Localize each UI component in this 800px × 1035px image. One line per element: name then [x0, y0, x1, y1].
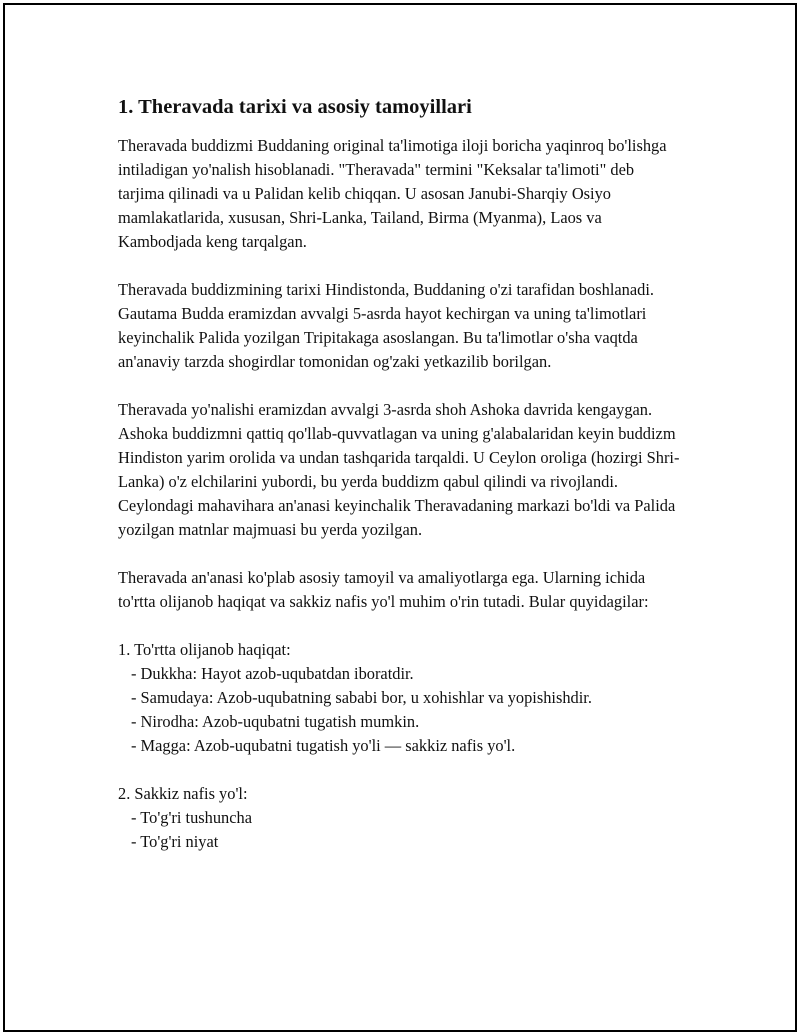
list-title: 2. Sakkiz nafis yo'l:	[118, 784, 248, 803]
list-item: - To'g'ri niyat	[131, 832, 219, 851]
list-item: - Samudaya: Azob-uqubatning sababi bor, u xohishlar va yopishishdir.	[131, 688, 592, 707]
four-noble-truths-list	[118, 638, 684, 758]
paragraph-principles: Theravada an'anasi ko'plab asosiy tamoyil va amaliyotlarga ega. Ularning ichida to'rtta olijanob haqiqat va sakkiz nafis yo'l muhim o'rin tutadi. Bular quyidagilar:	[118, 568, 649, 611]
document-body	[118, 94, 684, 878]
paragraph-intro: Theravada buddizmi Buddaning original ta'limotiga iloji boricha yaqinroq bo'lishga intiladigan yo'nalish hisoblanadi. "Theravada" termini "Keksalar ta'limoti" deb tarjima qilinadi va u Palidan kelib chiqqan. U asosan Janubi-Sharqiy Osiyo mamlakatlarida, xususan, Shri-Lanka, Tailand, Birma (Myanma), Laos va Kambodjada keng tarqalgan.	[118, 136, 667, 251]
list-item: - To'g'ri tushuncha	[131, 808, 252, 827]
section-heading: 1. Theravada tarixi va asosiy tamoyillari	[118, 96, 472, 118]
paragraph-history: Theravada buddizmining tarixi Hindistonda, Buddaning o'zi tarafidan boshlanadi. Gautama Budda eramizdan avvalgi 5-asrda hayot kechirgan va uning ta'limotlari keyinchalik Palida yozilgan Tripitakaga asoslangan. Bu ta'limotlar o'sha vaqtda an'anaviy tarzda shogirdlar tomonidan og'zaki yetkazilib borilgan.	[118, 280, 654, 371]
paragraph-expansion: Theravada yo'nalishi eramizdan avvalgi 3-asrda shoh Ashoka davrida kengaygan. Ashoka buddizmni qattiq qo'llab-quvvatlagan va uning g'alabalaridan keyin buddizm Hindiston yarim orolida va undan tashqarida tarqaldi. U Ceylon oroliga (hozirgi Shri-Lanka) o'z elchilarini yubordi, bu yerda buddizm qabul qilindi va rivojlandi. Ceylondagi mahavihara an'anasi keyinchalik Theravadaning markazi bo'ldi va Palida yozilgan matnlar majmuasi bu yerda yozilgan.	[118, 400, 680, 539]
list-title: 1. To'rtta olijanob haqiqat:	[118, 640, 291, 659]
eightfold-path-list	[118, 782, 684, 854]
list-item: - Nirodha: Azob-uqubatni tugatish mumkin.	[131, 712, 420, 731]
list-item: - Dukkha: Hayot azob-uqubatdan iboratdir.	[131, 664, 414, 683]
list-item: - Magga: Azob-uqubatni tugatish yo'li — sakkiz nafis yo'l.	[131, 736, 516, 755]
